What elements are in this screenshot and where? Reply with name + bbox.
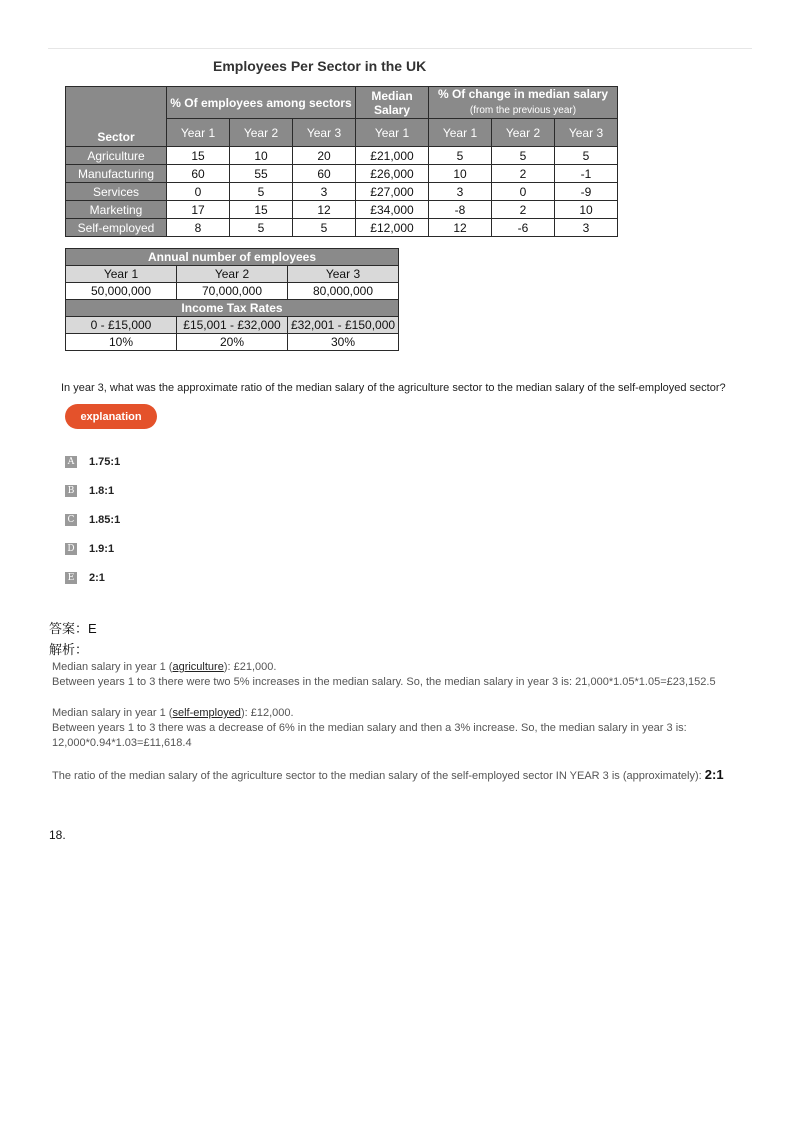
employee-count: 80,000,000 — [288, 283, 399, 300]
subheader: Year 2 — [492, 119, 555, 147]
table-cell: 0 — [492, 183, 555, 201]
table-cell: 2 — [492, 165, 555, 183]
page-title: Employees Per Sector in the UK — [213, 58, 427, 74]
table-cell: 5 — [293, 219, 356, 237]
agriculture-link[interactable]: agriculture — [172, 661, 224, 673]
table-cell: 10 — [230, 147, 293, 165]
table-cell: 12 — [429, 219, 492, 237]
table-cell: £21,000 — [356, 147, 429, 165]
year-label: Year 1 — [66, 266, 177, 283]
analysis-label: 解析： — [49, 642, 89, 657]
table-cell: 20 — [293, 147, 356, 165]
table-row — [66, 219, 618, 237]
sector-name: Agriculture — [66, 147, 167, 165]
table-cell: £12,000 — [356, 219, 429, 237]
table-cell: 5 — [429, 147, 492, 165]
option-text: 2:1 — [89, 572, 105, 584]
year-label: Year 2 — [177, 266, 288, 283]
table-cell: 10 — [555, 201, 618, 219]
subheader: Year 1 — [429, 119, 492, 147]
option-letter-icon: A — [65, 456, 77, 468]
table-cell: 5 — [492, 147, 555, 165]
option-text: 1.85:1 — [89, 514, 121, 526]
tax-rate: 30% — [288, 334, 399, 351]
table-cell: -9 — [555, 183, 618, 201]
table-cell: 5 — [555, 147, 618, 165]
explanation-paragraph-1 — [52, 660, 716, 690]
expl-text: The ratio of the median salary of the agriculture sector to the median salary of the self-employed sector IN YEAR 3 is (approximately): — [52, 770, 705, 782]
employees-tax-table — [65, 248, 399, 351]
question-text: In year 3, what was the approximate ratio of the median salary of the agriculture sector to the median salary of the self-employed sector? — [61, 382, 726, 394]
option-e[interactable] — [65, 571, 105, 585]
option-text: 1.75:1 — [89, 456, 121, 468]
table-cell: £26,000 — [356, 165, 429, 183]
option-letter-icon: B — [65, 485, 77, 497]
option-letter-icon: E — [65, 572, 77, 584]
option-text: 1.8:1 — [89, 485, 115, 497]
table-cell: £34,000 — [356, 201, 429, 219]
option-letter-icon: D — [65, 543, 77, 555]
change-group-title: % Of change in median salary — [437, 87, 609, 101]
table-row — [66, 165, 618, 183]
table-row — [66, 147, 618, 165]
expl-text: Median salary in year 1 ( — [52, 661, 173, 673]
next-question-number: 18. — [49, 828, 66, 842]
subheader: Year 1 — [167, 119, 230, 147]
table-cell: 60 — [167, 165, 230, 183]
tax-rate: 10% — [66, 334, 177, 351]
sector-name: Manufacturing — [66, 165, 167, 183]
tax-rate: 20% — [177, 334, 288, 351]
expl-text: Between years 1 to 3 there was a decrease of 6% in the median salary and then a 3% increase. So, the median salary in year 3 is: — [52, 722, 687, 734]
table-cell: 2 — [492, 201, 555, 219]
subheader: Year 3 — [293, 119, 356, 147]
table-cell: 12 — [293, 201, 356, 219]
table-row — [66, 201, 618, 219]
table-cell: 17 — [167, 201, 230, 219]
sector-name: Marketing — [66, 201, 167, 219]
tax-band: £32,001 - £150,000 — [288, 317, 399, 334]
explanation-paragraph-2 — [52, 706, 687, 751]
table-cell: 60 — [293, 165, 356, 183]
table-row — [66, 183, 618, 201]
explanation-button[interactable]: explanation — [65, 404, 157, 429]
subheader: Year 2 — [230, 119, 293, 147]
table-cell: 0 — [167, 183, 230, 201]
employee-count: 70,000,000 — [177, 283, 288, 300]
final-ratio: 2:1 — [704, 767, 724, 782]
sector-header: Sector — [66, 87, 167, 147]
option-text: 1.9:1 — [89, 543, 115, 555]
table-cell: 5 — [230, 219, 293, 237]
expl-text: ): £12,000. — [240, 707, 294, 719]
tax-band: £15,001 - £32,000 — [177, 317, 288, 334]
year-label: Year 3 — [288, 266, 399, 283]
option-d[interactable] — [65, 542, 114, 556]
sector-table — [65, 86, 618, 237]
expl-text: 12,000*0.94*1.03=£11,618.4 — [52, 737, 192, 749]
table-cell: 3 — [429, 183, 492, 201]
expl-text: Median salary in year 1 ( — [52, 707, 173, 719]
table-cell: 55 — [230, 165, 293, 183]
table-cell: 8 — [167, 219, 230, 237]
answer-line: 答案：E — [49, 621, 97, 636]
table-cell: 10 — [429, 165, 492, 183]
table-cell: -6 — [492, 219, 555, 237]
table-cell: -8 — [429, 201, 492, 219]
change-group-subtitle: (from the previous year) — [469, 105, 577, 116]
top-divider — [48, 48, 752, 49]
table-cell: 15 — [230, 201, 293, 219]
median-group-header: Median Salary — [356, 87, 429, 119]
tax-band: 0 - £15,000 — [66, 317, 177, 334]
expl-text: Between years 1 to 3 there were two 5% increases in the median salary. So, the median salary in year 3 is: 21,000*1.05*1.05=£23,152.5 — [52, 676, 716, 688]
employees-group-header: % Of employees among sectors — [167, 87, 356, 119]
employee-count: 50,000,000 — [66, 283, 177, 300]
self-employed-link[interactable]: self-employed — [172, 707, 241, 719]
employees-title: Annual number of employees — [66, 249, 399, 266]
option-a[interactable] — [65, 455, 120, 469]
table-cell: -1 — [555, 165, 618, 183]
subheader: Year 1 — [356, 119, 429, 147]
expl-text: ): £21,000. — [223, 661, 277, 673]
table-cell: £27,000 — [356, 183, 429, 201]
change-group-header — [429, 87, 618, 119]
table-cell: 5 — [230, 183, 293, 201]
sector-name: Services — [66, 183, 167, 201]
option-c[interactable] — [65, 513, 120, 527]
explanation-paragraph-3 — [52, 767, 724, 784]
sector-name: Self-employed — [66, 219, 167, 237]
option-b[interactable] — [65, 484, 114, 498]
table-cell: 15 — [167, 147, 230, 165]
option-letter-icon: C — [65, 514, 77, 526]
subheader: Year 3 — [555, 119, 618, 147]
table-cell: 3 — [555, 219, 618, 237]
table-cell: 3 — [293, 183, 356, 201]
tax-title: Income Tax Rates — [66, 300, 399, 317]
